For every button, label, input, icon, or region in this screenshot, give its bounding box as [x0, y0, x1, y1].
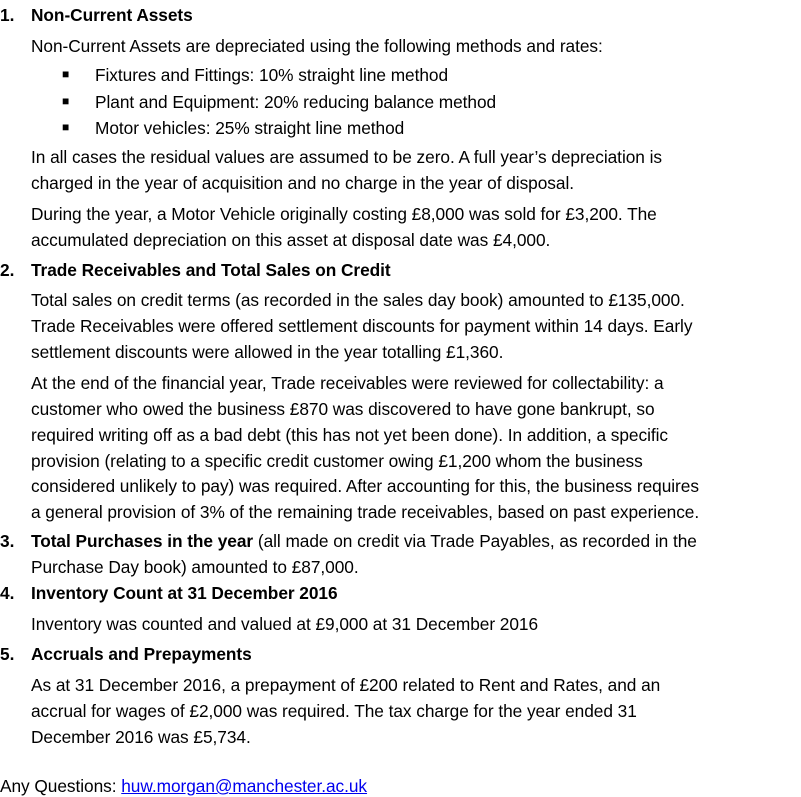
paragraph-text: (all made on credit via Trade Payables, as recorded in the [253, 531, 697, 551]
paragraph-line: charged in the year of acquisition and no charge in the year of disposal. [31, 173, 574, 193]
paragraph-line: accumulated depreciation on this asset at disposal date was £4,000. [31, 230, 551, 250]
section-heading: Total Purchases in the year [31, 531, 254, 551]
paragraph-line: As at 31 December 2016, a prepayment of £200 related to Rent and Rates, and an [31, 675, 661, 695]
section-number: 1. [0, 5, 15, 25]
paragraph-line: required writing off as a bad debt (this has not yet been done). In addition, a specific [31, 425, 669, 445]
section-number: 5. [0, 644, 15, 664]
paragraph-line: settlement discounts were allowed in the year totalling £1,360. [31, 342, 504, 362]
footer-label: Any Questions: [0, 776, 122, 796]
paragraph-line: provision (relating to a specific credit customer owing £1,200 whom the business [31, 451, 643, 471]
list-item: Plant and Equipment: 20% reducing balance method [95, 92, 497, 112]
bullet-icon: ■ [62, 120, 70, 134]
section-number: 4. [0, 583, 15, 603]
paragraph-line: In all cases the residual values are assumed to be zero. A full year’s depreciation is [31, 147, 662, 167]
section-heading: Non-Current Assets [31, 5, 193, 25]
paragraph-line: Trade Receivables were offered settlement discounts for payment within 14 days. Early [31, 316, 693, 336]
section-heading: Accruals and Prepayments [31, 644, 252, 664]
bullet-icon: ■ [62, 94, 70, 108]
paragraph-line: accrual for wages of £2,000 was required. The tax charge for the year ended 31 [31, 701, 637, 721]
list-item: Motor vehicles: 25% straight line method [95, 118, 405, 138]
paragraph-line: At the end of the financial year, Trade receivables were reviewed for collectability: a [31, 373, 664, 393]
list-item: Fixtures and Fittings: 10% straight line method [95, 65, 449, 85]
paragraph-line: Purchase Day book) amounted to £87,000. [31, 557, 359, 577]
section-heading: Trade Receivables and Total Sales on Credit [31, 260, 391, 280]
paragraph-line: December 2016 was £5,734. [31, 727, 251, 747]
paragraph-line [31, 530, 697, 552]
paragraph-line: customer who owed the business £870 was discovered to have gone bankrupt, so [31, 399, 655, 419]
paragraph-line: Inventory was counted and valued at £9,000 at 31 December 2016 [31, 614, 539, 634]
section-number: 3. [0, 531, 15, 551]
paragraph-line: a general provision of 3% of the remaining trade receivables, based on past experience. [31, 502, 700, 522]
paragraph-line: During the year, a Motor Vehicle originally costing £8,000 was sold for £3,200. The [31, 204, 657, 224]
bullet-icon: ■ [62, 67, 70, 81]
section-heading: Inventory Count at 31 December 2016 [31, 583, 338, 603]
paragraph-line: considered unlikely to pay) was required. After accounting for this, the business requires [31, 476, 699, 496]
footer-contact [0, 775, 367, 797]
paragraph-line: Total sales on credit terms (as recorded in the sales day book) amounted to £135,000. [31, 290, 685, 310]
paragraph-line: Non-Current Assets are depreciated using the following methods and rates: [31, 36, 603, 56]
section-number: 2. [0, 260, 15, 280]
email-link[interactable]: huw.morgan@manchester.ac.uk [121, 776, 368, 796]
